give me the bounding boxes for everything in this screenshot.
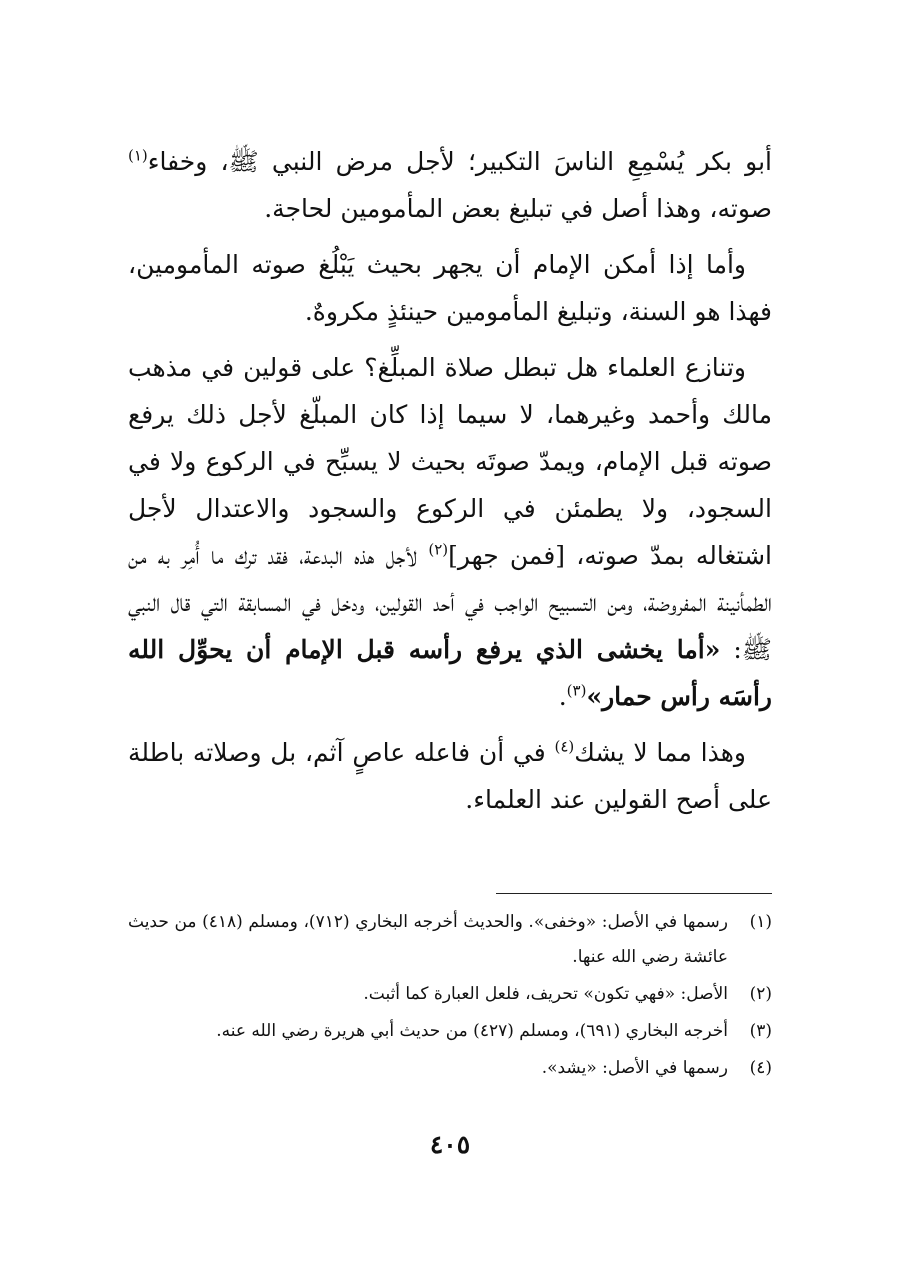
paragraph-3-text-a: وتنازع العلماء هل تبطل صلاة المبلِّغ؟ على قولين في مذهب مالك وأحمد وغيرهما، لا سيما إذا كان المبلّغ لأجل ذلك يرفع صوته قبل الإمام، ويمدّ صوتَه بحيث لا يسبِّح في الركوع ولا في السجود، ولا يطمئن في الركوع والسجود والاعتدال لأجل اشتغاله بمدّ صوته، [فمن جهر] [128, 353, 772, 570]
footnote-separator [496, 893, 772, 894]
paragraph-4-text-b: في أن فاعله عاصٍ آثم، بل وصلاته باطلة على أصح القولين عند العلماء. [128, 738, 772, 814]
footnote-number: (٢) [749, 984, 772, 1004]
footnote-number: (٤) [749, 1058, 772, 1078]
paragraph-4 [128, 729, 772, 823]
paragraph-2-text: وأما إذا أمكن الإمام أن يجهر بحيث يَبْلُغ صوته المأمومين، فهذا هو السنة، وتبليغ المأمومين حينئذٍ مكروهٌ. [128, 250, 772, 326]
paragraph-2 [128, 241, 772, 335]
main-text [128, 138, 772, 832]
page-number: ٤٠٥ [429, 1130, 471, 1159]
footnote-ref-2[interactable]: (٢) [428, 540, 449, 559]
paragraph-3-text-c: . [558, 682, 567, 711]
paragraph-3-text-b: لأجل هذه البدعة، فقد ترك ما أُمِر به من الطمأنينة المفروضة، ومن التسبيح الواجب في أحد القولين، ودخل في المسابقة التي قال النبي ﷺ: [128, 541, 772, 664]
paragraph-1 [128, 138, 772, 232]
hadith-quote: «أما يخشى الذي يرفع رأسه قبل الإمام أن يحوِّل الله رأسَه رأس حمار» [128, 635, 772, 711]
footnote-1 [128, 905, 772, 975]
footnote-text: رسمها في الأصل: «وخفى». والحديث أخرجه البخاري (٧١٢)، ومسلم (٤١٨) من حديث عائشة رضي الله عنها. [128, 912, 729, 967]
paragraph-3 [128, 344, 772, 720]
footnote-4 [128, 1051, 772, 1086]
footnote-2 [128, 977, 772, 1012]
footnote-ref-4[interactable]: (٤) [554, 737, 575, 756]
footnote-text: أخرجه البخاري (٦٩١)، ومسلم (٤٢٧) من حديث أبي هريرة رضي الله عنه. [216, 1021, 728, 1041]
footnote-text: رسمها في الأصل: «يشد». [541, 1058, 728, 1078]
footnote-ref-1[interactable]: (١) [128, 146, 148, 165]
paragraph-1-text-a: أبو بكر يُسْمِعِ الناسَ التكبير؛ لأجل مرض النبي ﷺ، وخفاء [147, 147, 772, 176]
footnote-number: (١) [749, 912, 772, 932]
paragraph-1-text-b: صوته، وهذا أصل في تبليغ بعض المأمومين لحاجة. [264, 194, 772, 223]
paragraph-4-text-a: وهذا مما لا يشك [574, 738, 746, 767]
footnote-number: (٣) [749, 1021, 772, 1041]
footnote-text: الأصل: «فهي تكون» تحريف، فلعل العبارة كما أثبت. [363, 984, 728, 1004]
footnote-3 [128, 1014, 772, 1049]
footnotes [128, 905, 772, 1088]
footnote-ref-3[interactable]: (٣) [566, 681, 587, 700]
